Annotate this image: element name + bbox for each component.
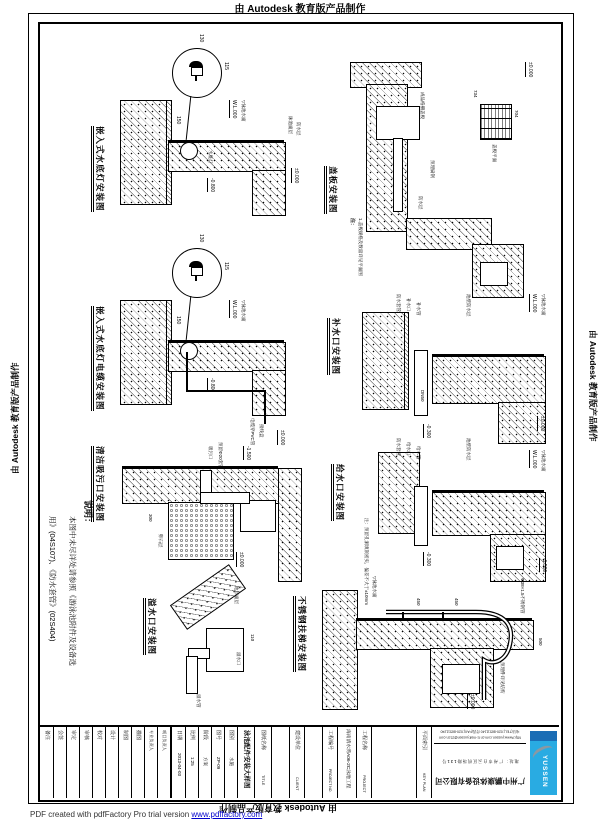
project-value: 海南清水湾A06-2C泳池工程 bbox=[345, 729, 350, 789]
drawing-name-label-en: TITLE bbox=[261, 775, 265, 786]
detail-title: 清洁吸污口安装图 bbox=[92, 446, 105, 522]
signature-column-label: 项目负责人 bbox=[162, 730, 167, 751]
signature-column bbox=[131, 727, 145, 798]
level-mark: ±0.000 bbox=[469, 694, 475, 710]
drawing-name-label-cell bbox=[254, 727, 272, 798]
drawing-name-value-cell bbox=[237, 727, 255, 798]
pdffactory-link[interactable]: www.pdffactory.com bbox=[191, 810, 263, 819]
leader-label: 电缆穿PVC管 bbox=[250, 418, 255, 446]
leader-label: 防水层 bbox=[418, 196, 423, 210]
info-column-category bbox=[224, 727, 238, 798]
water-surface-label: ▽泳池水面 bbox=[241, 300, 246, 322]
signature-column-label: 专业负责人 bbox=[149, 730, 154, 751]
water-surface-label: ▽泳池水面 bbox=[541, 294, 546, 316]
signature-column-label: 设计 bbox=[109, 730, 115, 741]
notes-heading: 说明： bbox=[83, 500, 93, 528]
dimension-label: 150 bbox=[175, 316, 181, 325]
detail-title: 嵌入式水底灯电缆安装图 bbox=[92, 306, 105, 411]
level-mark: -0.800 bbox=[209, 378, 215, 393]
level-mark: ±0.000 bbox=[293, 168, 299, 184]
project-label: 工程名称 bbox=[361, 730, 367, 751]
water-surface-label: ▽泳池水面 bbox=[241, 100, 246, 122]
autodesk-stamp-right: 由 Autodesk 教育版产品制作 bbox=[588, 330, 598, 442]
signature-column-label: 审定 bbox=[70, 730, 76, 741]
leader-label: 给水管 bbox=[416, 446, 421, 460]
leader-label: 预埋扁钢 bbox=[430, 160, 435, 178]
signature-column-label: 制图 bbox=[122, 730, 128, 741]
leader-label: 防水层 bbox=[296, 122, 301, 136]
project-label-cell bbox=[356, 727, 372, 798]
dimension-label: 734 bbox=[473, 90, 478, 98]
level-mark: W.L.000 bbox=[531, 294, 537, 313]
company-logo bbox=[530, 731, 557, 795]
signature-column bbox=[105, 727, 119, 798]
dimension-label: 150 bbox=[175, 116, 181, 125]
detail-title: 不锈钢扶梯安装图 bbox=[294, 596, 307, 672]
level-mark: -0.300 bbox=[425, 552, 431, 567]
autodesk-stamp-bottom: 由 Autodesk 教育版产品制作 bbox=[218, 803, 337, 813]
notes-line: 用》(04S107)、《防水套管》(02S404) bbox=[48, 516, 57, 642]
dimension-label: 115 bbox=[223, 262, 229, 270]
dimension-label: DN50 bbox=[420, 390, 425, 402]
leader-label: 溢水管 bbox=[196, 694, 201, 708]
pdffactory-footer bbox=[30, 810, 262, 819]
dimension-label: 300 bbox=[148, 514, 153, 522]
info-value: ZP-09 bbox=[216, 757, 221, 770]
level-mark: ±0.000 bbox=[279, 430, 285, 446]
info-value: 方案 bbox=[203, 757, 208, 766]
logo-top-band bbox=[530, 731, 557, 741]
info-label: 图别 bbox=[228, 730, 234, 741]
signature-column bbox=[40, 727, 54, 798]
leader-label: Φ38×1.5不锈钢管 bbox=[520, 578, 525, 614]
signature-column bbox=[118, 727, 132, 798]
leader-label: 卵石层 bbox=[158, 534, 163, 548]
info-label: 阶段 bbox=[202, 730, 208, 741]
company-contact-line: 电话(TEL):020-86511140 传真(FAX):020-86511240 bbox=[440, 729, 520, 734]
info-value: 水施 bbox=[229, 757, 234, 766]
leader-label: 预留Φ20套管 bbox=[218, 442, 223, 469]
dimension-label: 704 bbox=[514, 110, 519, 118]
note-text: 1.盖板规格及数量详见平面图 bbox=[358, 218, 363, 276]
autodesk-stamp-top: 由 Autodesk 教育版产品制作 bbox=[234, 4, 366, 15]
leader-label: 成品格栅盖板 bbox=[420, 92, 425, 119]
info-label: 比例 bbox=[189, 730, 195, 741]
level-mark: W.L.000 bbox=[231, 100, 237, 119]
dimension-label: 130 bbox=[198, 34, 204, 43]
level-mark: -0.300 bbox=[425, 424, 431, 439]
info-column-number bbox=[211, 727, 225, 798]
signature-column-label: 备注 bbox=[44, 730, 50, 741]
detail-title: 补水口安装图 bbox=[328, 318, 341, 375]
project-no-label: 工程编号 bbox=[327, 730, 333, 751]
detail-title: 给水口安装图 bbox=[332, 464, 345, 521]
leader-label: 水底灯 bbox=[208, 150, 213, 164]
pdffactory-text: PDF created with pdfFactory Pro trial version bbox=[30, 810, 192, 819]
level-mark: W.L.000 bbox=[231, 300, 237, 319]
project-no-label-cell bbox=[322, 727, 338, 798]
leader-label: 预埋件详见结构 bbox=[500, 662, 505, 694]
water-surface-label: ▽泳池水面 bbox=[372, 576, 377, 598]
project-label-en: PROJECT bbox=[362, 775, 366, 793]
leader-label: 防水套管 bbox=[396, 438, 401, 456]
leader-label: 池岸面层 bbox=[234, 586, 239, 604]
company-contact-line: http://www.yussen.com.cn E-mail:yussen@21cn.com bbox=[438, 735, 522, 740]
detail-title: 溢水口安装图 bbox=[144, 598, 157, 655]
dimension-label: 450 bbox=[416, 598, 421, 606]
dimension-label: 500 bbox=[538, 638, 543, 646]
note-heading: 注： bbox=[349, 218, 355, 229]
client-label-cell bbox=[289, 727, 305, 798]
project-no-label-en: PROJECT NO. bbox=[328, 769, 332, 793]
level-mark: -1.500 bbox=[245, 446, 251, 461]
signature-column-label: 会签 bbox=[57, 730, 63, 741]
note-text: 注：预留孔洞填嵌密实，偏差不大于±10mm bbox=[364, 518, 369, 605]
level-mark: -1.500 bbox=[541, 558, 547, 573]
autodesk-stamp-left: 由 Autodesk 教育版产品制作 bbox=[10, 362, 20, 474]
leader-label: 池壁防水层 bbox=[466, 438, 471, 461]
dimension-label: 115 bbox=[223, 62, 229, 70]
info-column-stage bbox=[198, 727, 212, 798]
logo-text: YUSSEN bbox=[541, 755, 548, 788]
detail-title: 盖板安装图 bbox=[325, 166, 338, 214]
company-address: 地址：广州市白云区机场路131号 bbox=[441, 759, 519, 765]
client-label-en: CLIENT bbox=[295, 777, 299, 791]
leader-label: 防水套管 bbox=[396, 294, 401, 312]
key-plan-label: 平面索引 bbox=[421, 730, 427, 751]
info-column-scale bbox=[185, 727, 199, 798]
level-mark: ±0.000 bbox=[539, 416, 545, 432]
client-value-cell bbox=[271, 727, 290, 798]
water-surface-label: ▽泳池水面 bbox=[541, 450, 546, 472]
leader-label: 补水口 bbox=[406, 298, 411, 312]
signature-column-label: 审核 bbox=[83, 730, 89, 741]
leader-label: 溢水口 bbox=[236, 652, 241, 666]
company-divider bbox=[434, 743, 526, 744]
key-plan-label-cell bbox=[416, 727, 432, 798]
detail-title: 嵌入式水底灯安装图 bbox=[92, 126, 105, 212]
notes-line: 本图中未尽详处请参照《游泳池附件及设备选 bbox=[68, 516, 77, 666]
project-value-cell bbox=[337, 727, 357, 798]
client-label: 建设单位 bbox=[294, 730, 300, 751]
info-value: 1:25 bbox=[190, 757, 195, 766]
drawing-name-value: 泳池配件安装大样图 bbox=[243, 730, 250, 789]
leader-label: 泳池面层 bbox=[288, 116, 293, 134]
signature-column bbox=[79, 727, 93, 798]
plan-caption: 盖板平面 bbox=[492, 144, 497, 162]
signature-column bbox=[92, 727, 106, 798]
drawing-name-label: 图纸名称 bbox=[260, 730, 266, 751]
key-plan-label-en: KEY PLAN bbox=[422, 773, 426, 792]
leader-label: 吸污口 bbox=[208, 446, 213, 460]
leader-label: 给水口 bbox=[406, 442, 411, 456]
level-mark: ±0.000 bbox=[527, 62, 533, 78]
info-label: 日期 bbox=[176, 730, 182, 741]
dimension-label: 130 bbox=[198, 234, 204, 243]
signature-column-label: 校对 bbox=[96, 730, 102, 741]
level-mark: -0.800 bbox=[209, 178, 215, 193]
company-cell bbox=[431, 727, 559, 798]
info-label: 图号 bbox=[215, 730, 221, 741]
project-no-value-cell bbox=[304, 727, 323, 798]
level-mark: W.L.000 bbox=[531, 450, 537, 469]
dimension-label: 110 bbox=[250, 634, 255, 642]
level-mark: ±0.000 bbox=[238, 552, 244, 568]
title-block bbox=[40, 725, 559, 798]
dimension-label: 450 bbox=[454, 598, 459, 606]
info-value: 2013-04-03 bbox=[177, 753, 182, 777]
signature-column bbox=[53, 727, 67, 798]
leader-label: 池壁防水层 bbox=[466, 294, 471, 317]
leader-label: 补水管 bbox=[416, 302, 421, 316]
signature-column bbox=[157, 727, 172, 798]
signature-column bbox=[144, 727, 158, 798]
signature-column-label: 描图 bbox=[135, 730, 141, 741]
company-name: 广州中鹏康体设备有限公司 bbox=[435, 776, 525, 786]
signature-column bbox=[66, 727, 80, 798]
key-plan-cell bbox=[371, 727, 417, 798]
leader-label: 接线盒 bbox=[259, 424, 264, 438]
info-column-date bbox=[172, 727, 186, 798]
